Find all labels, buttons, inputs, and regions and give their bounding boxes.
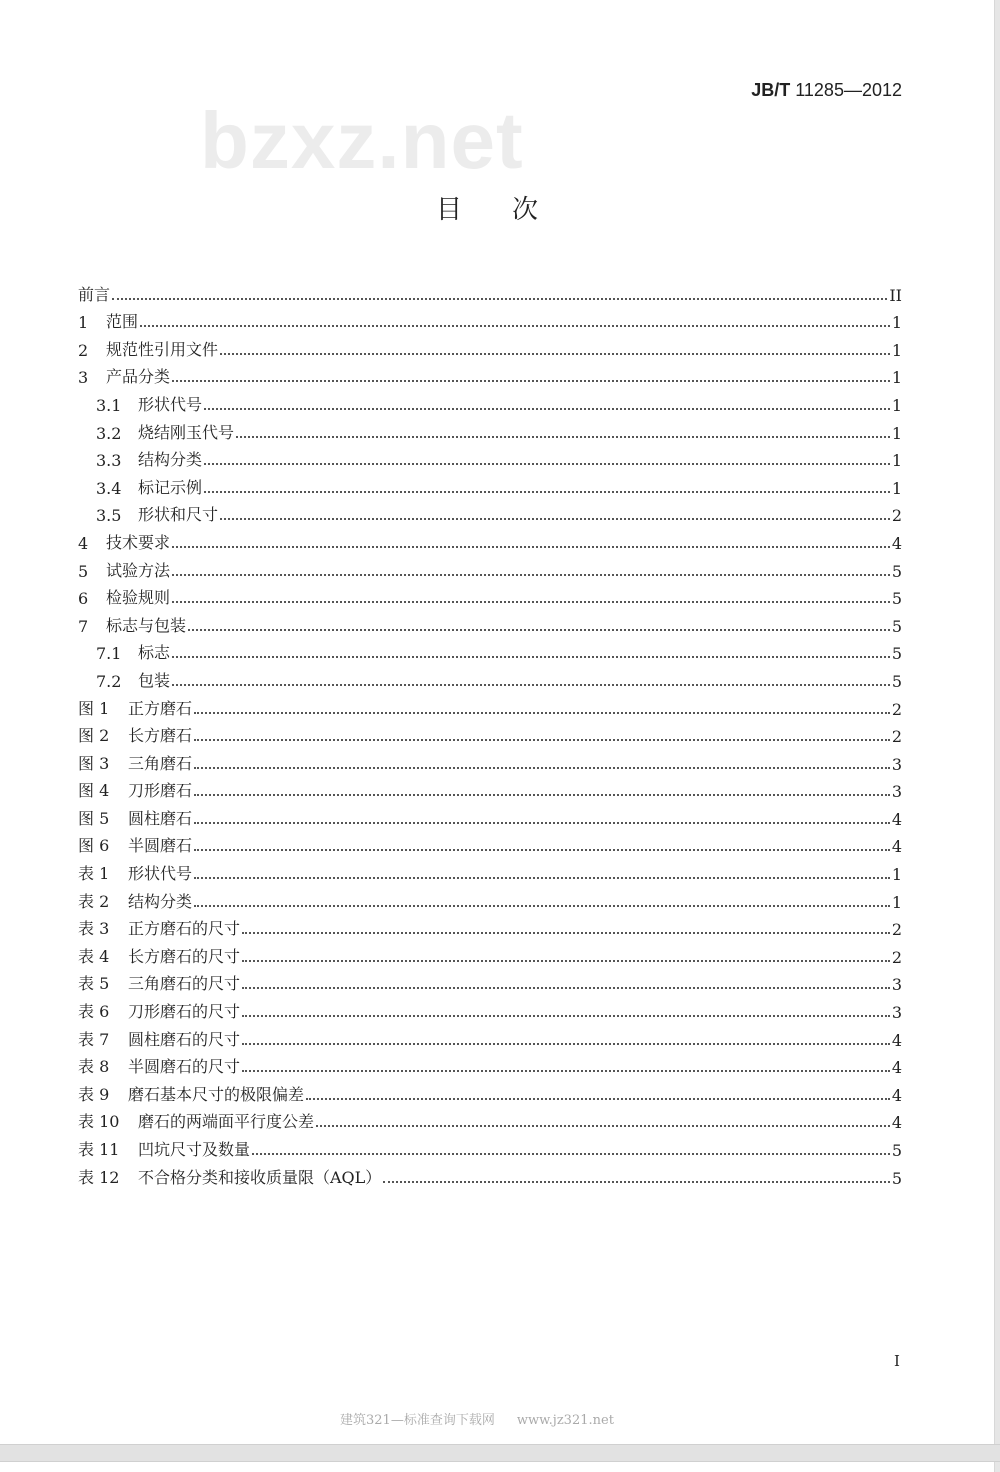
dot-leader [204,408,890,410]
toc-entry-page: 5 [891,616,902,636]
toc-entry[interactable] [78,719,902,747]
toc-entry-number: 5 [78,561,89,581]
toc-entry[interactable] [78,415,902,443]
toc-entry-page: 1 [891,478,902,498]
dot-leader [188,629,890,631]
toc-entry-number: 表 12 [78,1167,120,1187]
toc-entry-page: 1 [891,395,902,415]
toc-entry-number: 表 2 [78,891,110,911]
toc-entry-label: 检验规则 [106,588,171,608]
toc-entry-number: 表 8 [78,1057,110,1077]
toc-entry-label: 前言 [78,284,111,304]
toc-entry-label: 半圆磨石的尺寸 [128,1057,241,1077]
toc-entry-page: 5 [891,1168,902,1188]
toc-entry-page: 4 [891,533,902,553]
dot-leader [220,353,890,355]
toc-entry[interactable] [78,746,902,774]
toc-entry-number: 6 [78,589,89,609]
toc-entry-label: 三角磨石 [128,753,193,773]
dot-leader [194,794,890,796]
dot-leader [316,1125,890,1127]
dot-leader [172,656,890,658]
toc-entry-number: 1 [78,313,89,333]
toc-entry-label: 结构分类 [138,450,203,470]
toc-entry-label: 结构分类 [128,891,193,911]
dot-leader [194,739,890,741]
toc-entry-page: 2 [891,947,902,967]
toc-entry-label: 产品分类 [106,367,171,387]
toc-entry-label: 形状代号 [128,864,193,884]
dot-leader [242,1015,890,1017]
toc-entry-page: 1 [891,451,902,471]
toc-entry[interactable] [78,691,902,719]
toc-entry-number: 3.2 [96,423,122,443]
toc-entry-number: 表 11 [78,1140,120,1159]
toc-entry[interactable] [78,636,902,664]
toc-entry-page: 1 [891,865,902,885]
toc-entry[interactable] [78,663,902,691]
toc-entry-page: 1 [891,313,902,333]
toc-entry-number: 7.2 [96,671,122,691]
toc-entry-number: 4 [78,533,89,553]
footer-url: www.jz321.net [516,1413,614,1428]
dot-leader [172,546,890,548]
toc-entry[interactable] [78,939,902,967]
toc-entry-number: 3 [78,368,89,388]
toc-entry-page: 3 [891,975,902,995]
toc-entry-label: 标记示例 [138,477,203,497]
standard-code [751,80,902,101]
page-border [994,0,1000,1472]
toc-entry-label: 范围 [106,312,139,332]
toc-entry[interactable] [78,967,902,995]
toc-entry-number: 图 6 [78,836,110,856]
toc-entry-label: 磨石的两端面平行度公差 [138,1112,315,1132]
toc-entry-label: 不合格分类和接收质量限（AQL） [138,1167,382,1187]
dot-leader [112,298,887,300]
footer-site-name: 建筑321—标准查询下载网 [340,1413,495,1428]
dot-leader [172,601,890,603]
toc-entry-page: 2 [891,920,902,940]
code-number: 11285—2012 [790,80,902,100]
toc-entry-page: 5 [891,589,902,609]
toc-entry[interactable] [78,470,902,498]
toc-entry-label: 圆柱磨石的尺寸 [128,1029,241,1049]
toc-entry[interactable] [78,332,902,360]
dot-leader [194,712,890,714]
dot-leader [242,1070,890,1072]
dot-leader [194,905,890,907]
toc-entry[interactable] [78,1022,902,1050]
toc-entry[interactable] [78,774,902,802]
toc-entry-number: 图 3 [78,753,110,773]
dot-leader [194,877,890,879]
toc-entry-page: 5 [891,1141,902,1160]
dot-leader [172,574,890,576]
toc-entry-number: 图 4 [78,781,110,801]
toc-entry-label: 正方磨石 [128,698,193,718]
toc-entry-label: 试验方法 [106,560,171,580]
toc-entry[interactable] [78,443,902,471]
toc-entry-label: 包装 [138,670,171,690]
toc-entry-page: 1 [891,340,902,360]
toc-entry-label: 烧结刚玉代号 [138,422,235,442]
toc-entry-label: 形状和尺寸 [138,505,219,525]
toc-entry[interactable] [78,829,902,857]
dot-leader [194,849,890,851]
page-number: I [894,1352,900,1370]
dot-leader [140,325,890,327]
toc-entry-page: II [889,285,902,305]
code-prefix: JB/T [751,80,791,100]
toc-entry[interactable] [78,994,902,1022]
toc-entry-number: 3.5 [96,506,122,526]
dot-leader [204,491,890,493]
toc-entry[interactable] [78,581,902,609]
toc-entry-page: 4 [891,1030,902,1050]
dot-leader [242,932,890,934]
toc-entry-number: 表 4 [78,946,110,966]
toc-entry-number: 表 6 [78,1002,110,1022]
toc-entry-number: 7 [78,616,89,636]
toc-entry[interactable] [78,801,902,829]
dot-leader [204,463,890,465]
toc-entry-label: 正方磨石的尺寸 [128,919,241,939]
toc-entry-label: 标志与包装 [106,615,187,635]
dot-leader [252,1153,890,1155]
toc-entry-number: 2 [78,340,89,360]
toc-entry-label: 三角磨石的尺寸 [128,974,241,994]
dot-leader [242,987,890,989]
page-separator [0,1444,1000,1462]
toc-entry[interactable] [78,387,902,415]
toc-entry-page: 5 [891,561,902,581]
toc-entry[interactable] [78,1050,902,1078]
toc-entry-label: 刀形磨石 [128,781,193,801]
toc-entry[interactable] [78,884,902,912]
page-title: 目次 [436,195,589,225]
toc-entry[interactable] [78,856,902,884]
dot-leader [242,1043,890,1045]
toc-entry-page: 5 [891,644,902,664]
toc-entry-label: 半圆磨石 [128,836,193,856]
toc-entry-label: 刀形磨石的尺寸 [128,1002,241,1022]
toc-entry-number: 图 5 [78,808,110,828]
toc-entry[interactable] [78,1132,902,1160]
dot-leader [194,767,890,769]
toc-entry-page: 5 [891,671,902,691]
watermark: bzxz.net [200,96,524,185]
toc-entry-page: 2 [891,699,902,719]
toc-entry-page: 4 [891,809,902,829]
toc-entry[interactable] [78,1160,902,1188]
toc-entry-number: 表 10 [78,1112,120,1132]
toc-entry-page: 3 [891,782,902,802]
toc-entry[interactable] [78,608,902,636]
toc-entry-number: 图 1 [78,698,110,718]
toc-entry-number: 图 2 [78,726,110,746]
toc-entry[interactable] [78,305,902,333]
toc-entry-number: 表 5 [78,974,110,994]
toc-entry[interactable] [78,525,902,553]
toc-entry-label: 技术要求 [106,532,171,552]
toc-entry-number: 表 3 [78,919,110,939]
toc-entry-label: 标志 [138,643,171,663]
toc-entry-label: 磨石基本尺寸的极限偏差 [128,1084,305,1104]
toc-entry-number: 3.1 [96,395,122,415]
toc-entry[interactable] [78,277,902,305]
table-of-contents [78,277,902,1188]
dot-leader [236,436,890,438]
toc-entry-page: 1 [891,423,902,443]
toc-entry[interactable] [78,912,902,940]
toc-entry-label: 长方磨石 [128,726,193,746]
toc-entry[interactable] [78,360,902,388]
toc-entry-page: 1 [891,368,902,388]
toc-entry-label: 形状代号 [138,394,203,414]
toc-entry[interactable] [78,498,902,526]
toc-entry-page: 4 [891,1113,902,1133]
toc-entry-page: 4 [891,1085,902,1105]
dot-leader [172,684,890,686]
dot-leader [194,822,890,824]
dot-leader [383,1181,890,1183]
toc-entry-number: 表 9 [78,1084,110,1104]
dot-leader [306,1098,890,1100]
toc-entry-page: 3 [891,1003,902,1023]
toc-entry-number: 表 7 [78,1029,110,1049]
toc-entry-page: 4 [891,1058,902,1078]
toc-entry-number: 表 1 [78,864,110,884]
toc-entry-page: 4 [891,837,902,857]
toc-entry-page: 1 [891,892,902,912]
toc-entry-label: 凹坑尺寸及数量 [138,1140,251,1159]
toc-entry-number: 3.3 [96,451,122,471]
dot-leader [172,380,890,382]
toc-entry-number: 3.4 [96,478,122,498]
toc-entry-number: 7.1 [96,644,122,664]
toc-entry[interactable] [78,1105,902,1133]
footer [340,1409,614,1428]
dot-leader [242,960,890,962]
dot-leader [220,518,890,520]
toc-entry[interactable] [78,553,902,581]
toc-entry-label: 规范性引用文件 [106,339,219,359]
toc-entry-page: 2 [891,506,902,526]
toc-entry-page: 3 [891,754,902,774]
toc-entry-label: 长方磨石的尺寸 [128,946,241,966]
toc-entry-page: 2 [891,727,902,747]
toc-entry[interactable] [78,1077,902,1105]
toc-entry-label: 圆柱磨石 [128,808,193,828]
